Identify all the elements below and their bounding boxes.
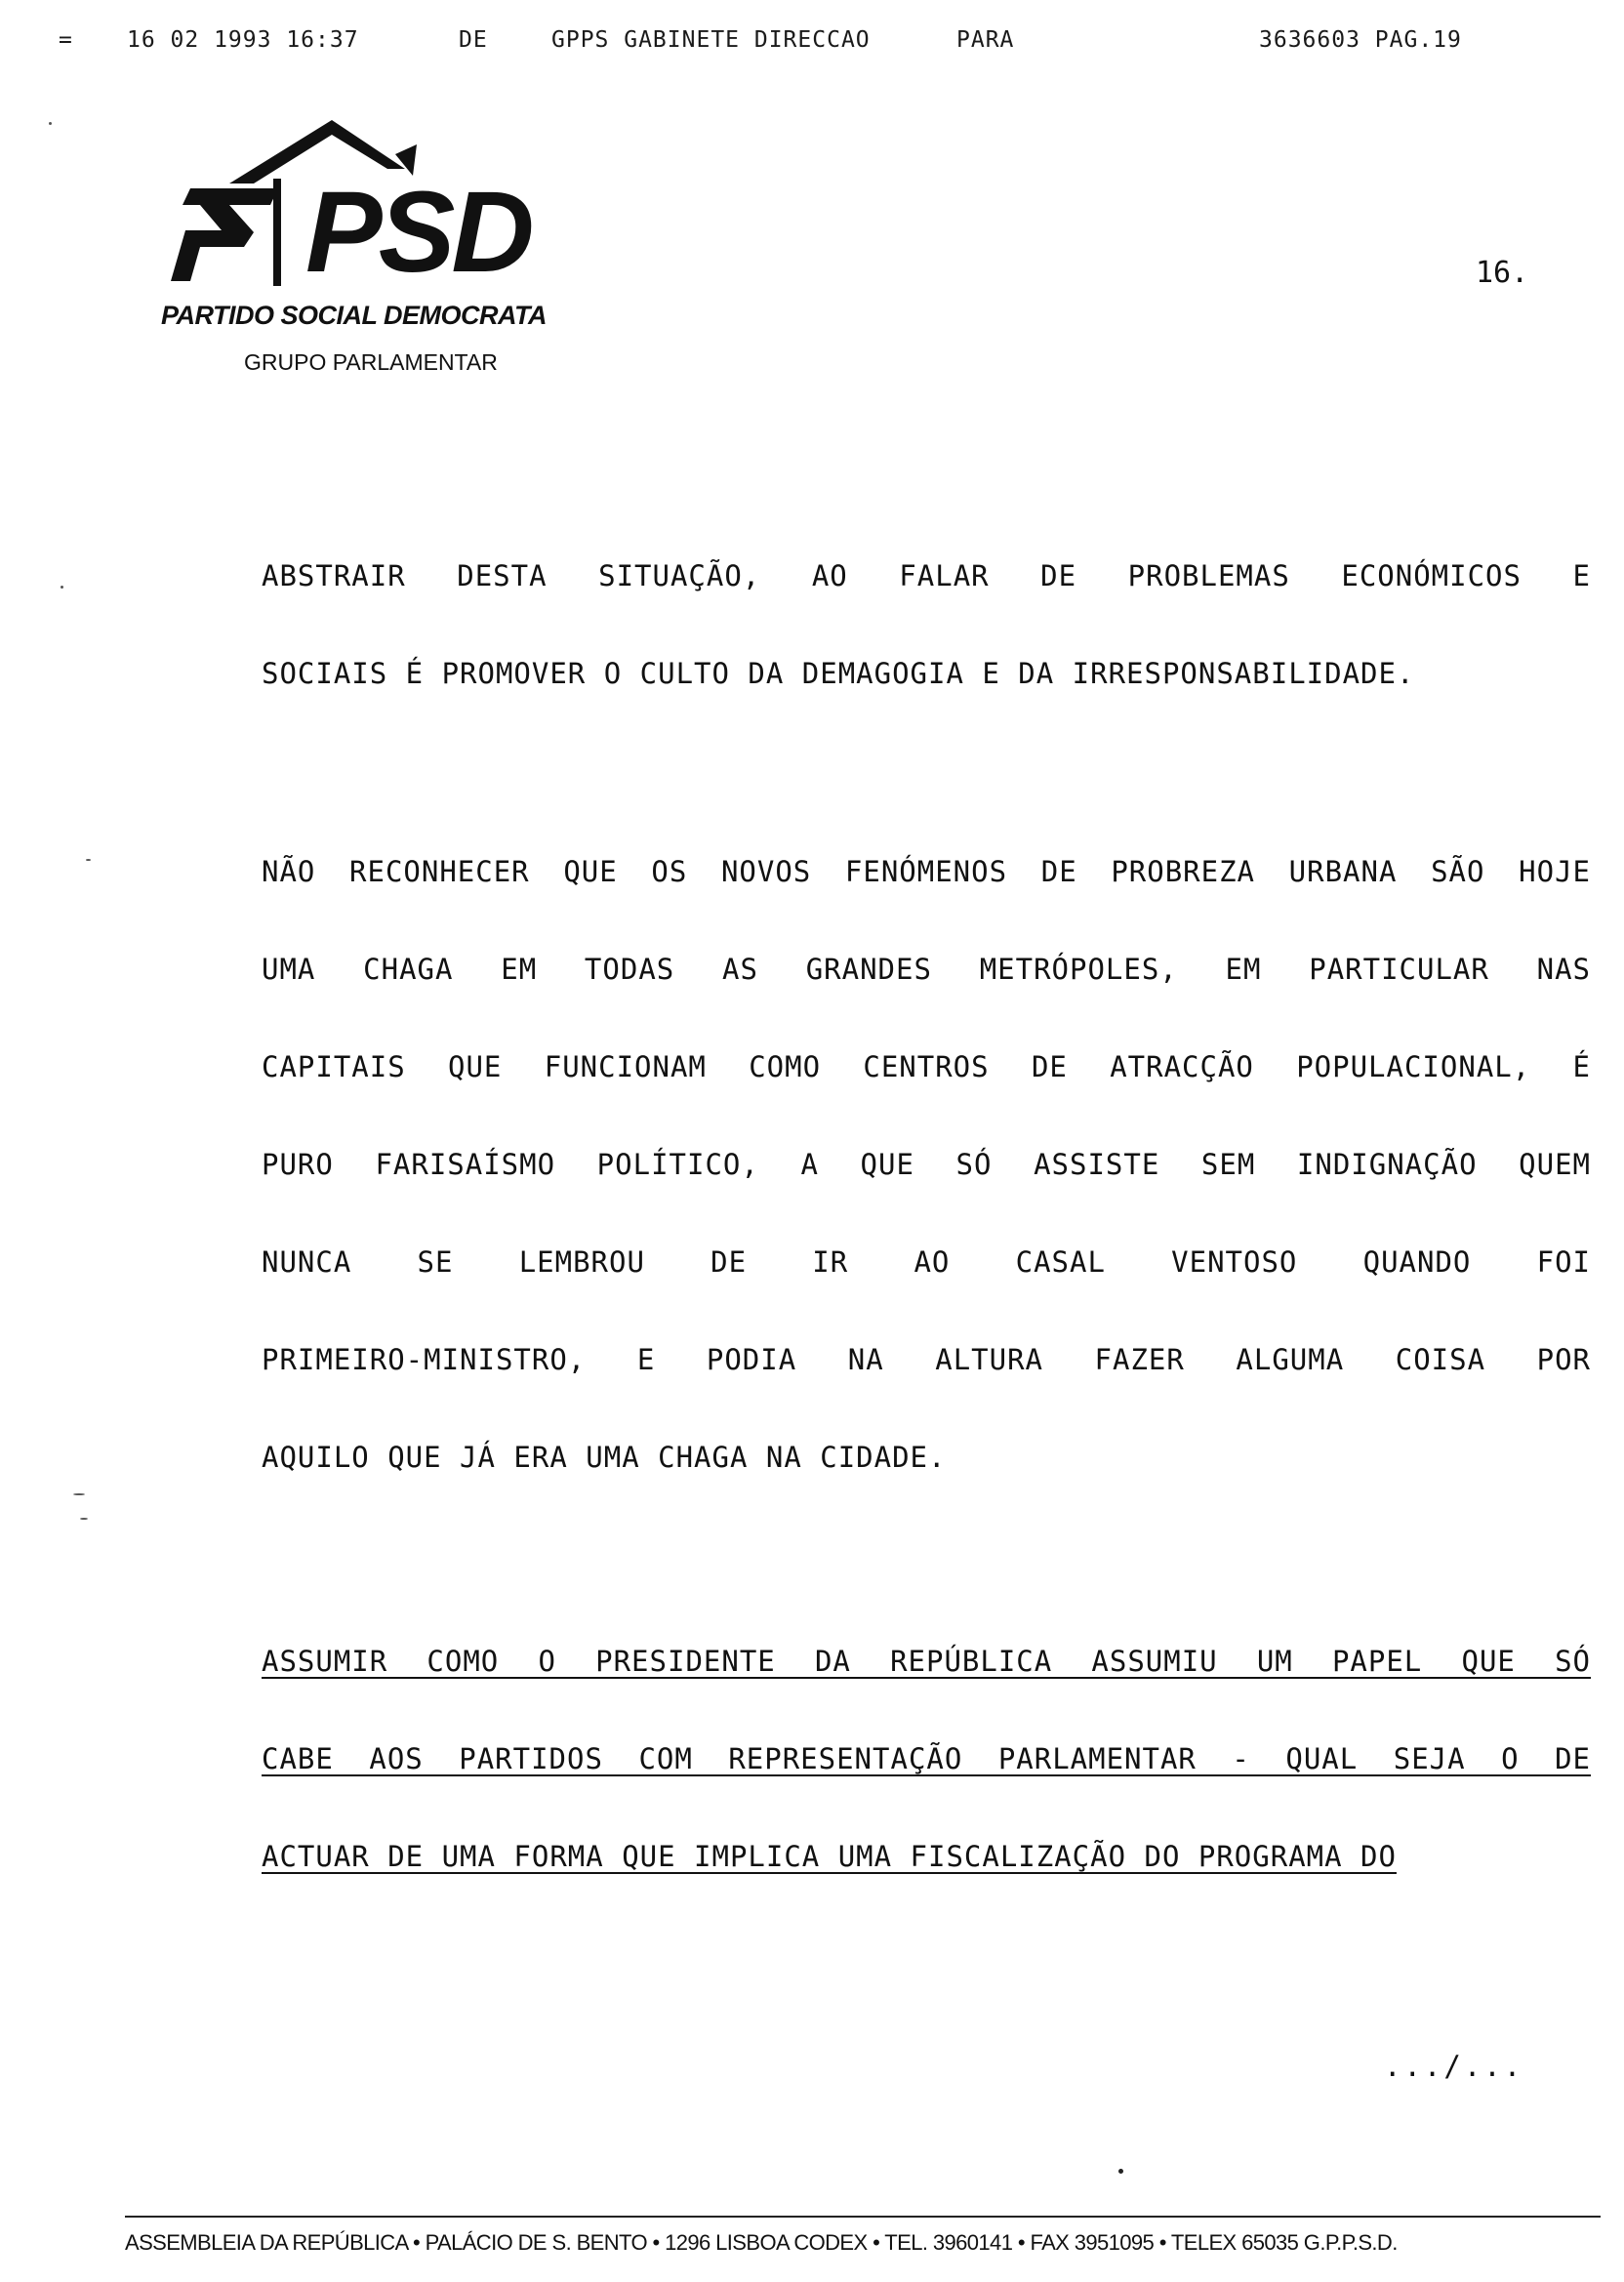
- footer-address: ASSEMBLEIA DA REPÚBLICA • PALÁCIO DE S. BENTO • 1296 LISBOA CODEX • TEL. 3960141 • FAX 3951095 • TELEX 65035 G.P.P.S.D.: [125, 2230, 1398, 2255]
- text-line: [262, 1837, 1591, 1935]
- scan-speck: [86, 859, 91, 861]
- fax-para-label: PARA: [956, 27, 1015, 53]
- paragraph-2: [262, 852, 1591, 1535]
- text-line: PRIMEIRO-MINISTRO, E PODIA NA ALTURA FAZER ALGUMA COISA POR: [262, 1343, 1591, 1376]
- scan-speck: [80, 1518, 88, 1520]
- text-line: PURO FARISAÍSMO POLÍTICO, A QUE SÓ ASSISTE SEM INDIGNAÇÃO QUEM: [262, 1148, 1591, 1181]
- scan-speck: [73, 1493, 85, 1495]
- scan-speck: [49, 122, 52, 125]
- text-line: SOCIAIS É PROMOVER O CULTO DA DEMAGOGIA E DA IRRESPONSABILIDADE.: [262, 657, 1415, 690]
- party-name: PARTIDO SOCIAL DEMOCRATA: [161, 301, 548, 330]
- logo-text: PSD: [305, 168, 531, 291]
- text-line: ABSTRAIR DESTA SITUAÇÃO, AO FALAR DE PROBLEMAS ECONÓMICOS E: [262, 559, 1591, 592]
- scan-speck: [1118, 2169, 1123, 2174]
- paragraph-3-underlined: [262, 1642, 1591, 1935]
- fax-de-label: DE: [459, 27, 488, 53]
- underlined-text: ASSUMIR COMO O PRESIDENTE DA REPÚBLICA ASSUMIU UM PAPEL QUE SÓ: [262, 1645, 1591, 1678]
- footer-divider: [125, 2216, 1601, 2218]
- fax-sender: GPPS GABINETE DIRECCAO: [551, 27, 871, 53]
- text-line: [262, 1739, 1591, 1837]
- paragraph-1: [262, 556, 1591, 752]
- continuation-mark: .../...: [1384, 2050, 1524, 2083]
- fax-page-info: 3636603 PAG.19: [1259, 27, 1462, 53]
- text-line: [262, 1642, 1591, 1739]
- underlined-text: ACTUAR DE UMA FORMA QUE IMPLICA UMA FISCALIZAÇÃO DO PROGRAMA DO: [262, 1840, 1397, 1873]
- page-number: 16.: [1476, 256, 1529, 290]
- fax-header: [59, 27, 1503, 66]
- psd-logo-icon: [161, 115, 629, 291]
- text-line: CAPITAIS QUE FUNCIONAM COMO CENTROS DE ATRACÇÃO POPULACIONAL, É: [262, 1050, 1591, 1083]
- fax-datetime: 16 02 1993 16:37: [127, 27, 359, 53]
- underlined-text: CABE AOS PARTIDOS COM REPRESENTAÇÃO PARLAMENTAR - QUAL SEJA O DE: [262, 1742, 1591, 1775]
- text-line: AQUILO QUE JÁ ERA UMA CHAGA NA CIDADE.: [262, 1441, 947, 1474]
- text-line: NÃO RECONHECER QUE OS NOVOS FENÓMENOS DE PROBREZA URBANA SÃO HOJE: [262, 855, 1591, 888]
- letterhead: [161, 115, 629, 398]
- parliamentary-group: GRUPO PARLAMENTAR: [244, 349, 498, 375]
- scan-speck: [61, 586, 63, 589]
- fax-mark: =: [59, 27, 73, 53]
- text-line: UMA CHAGA EM TODAS AS GRANDES METRÓPOLES, EM PARTICULAR NAS: [262, 953, 1591, 986]
- text-line: NUNCA SE LEMBROU DE IR AO CASAL VENTOSO QUANDO FOI: [262, 1245, 1591, 1279]
